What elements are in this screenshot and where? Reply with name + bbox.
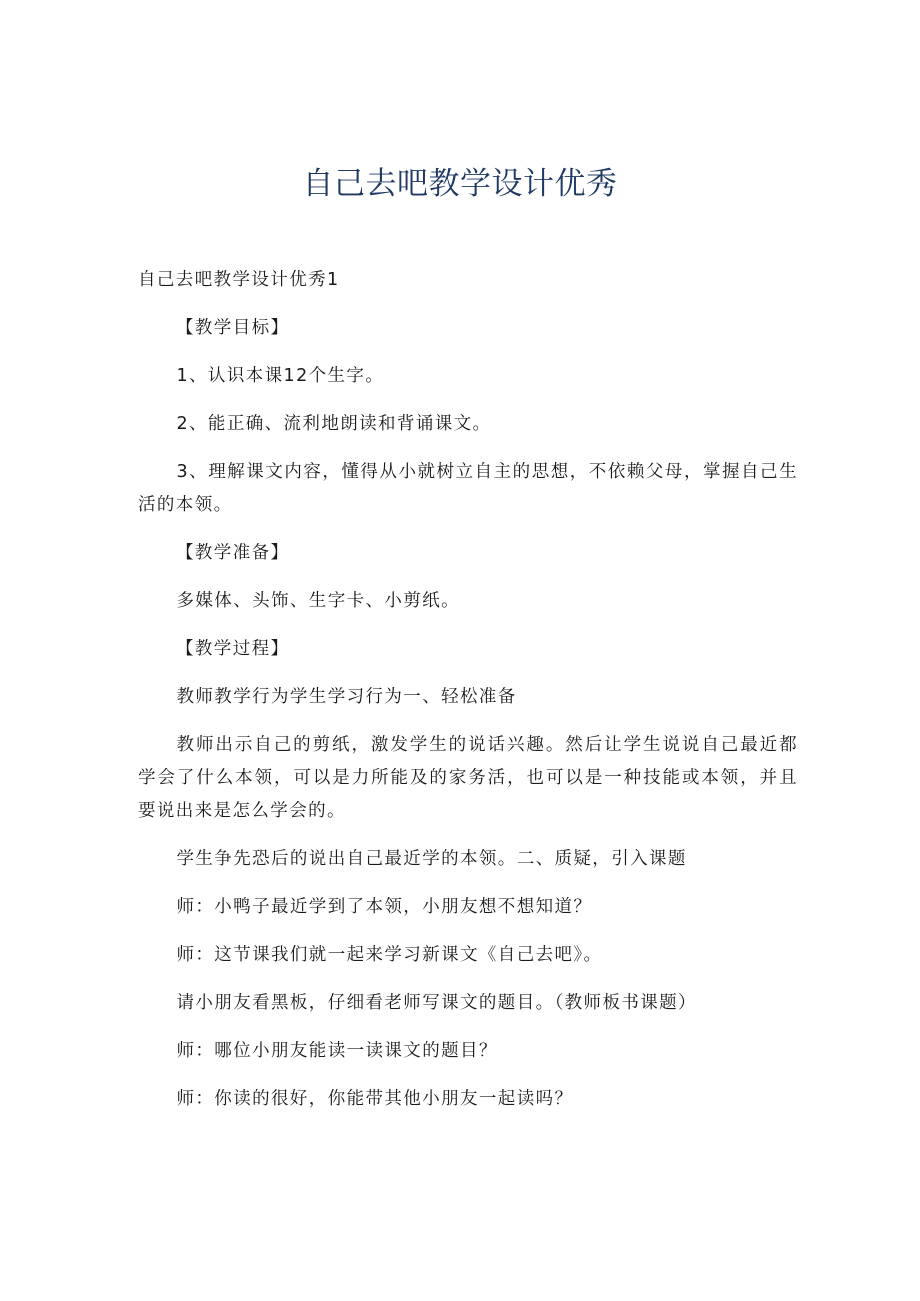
process-intro: 教师教学行为学生学习行为一、轻松准备	[176, 687, 517, 707]
prep-heading: 【教学准备】	[176, 543, 290, 563]
goal-item-2: 2、能正确、流利地朗读和背诵课文。	[176, 414, 492, 434]
document-body	[138, 264, 798, 1131]
prep-items: 多媒体、头饰、生字卡、小剪纸。	[176, 591, 460, 611]
dialog-line-1: 师：小鸭子最近学到了本领，小朋友想不想知道？	[176, 897, 593, 917]
goal-item-1: 1、认识本课12个生字。	[176, 366, 385, 386]
dialog-line-2: 师：这节课我们就一起来学习新课文《自己去吧》。	[176, 945, 603, 965]
process-paragraph-2: 学生争先恐后的说出自己最近学的本领。二、质疑，引入课题	[176, 849, 687, 869]
process-heading: 【教学过程】	[176, 639, 290, 659]
process-paragraph-1: 教师出示自己的剪纸，激发学生的说话兴趣。然后让学生说说自己最近都学会了什么本领，可以是力所能及的家务活，也可以是一种技能或本领，并且要说出来是怎么学会的。	[138, 735, 798, 821]
goals-heading: 【教学目标】	[176, 318, 290, 338]
document-title: 自己去吧教学设计优秀	[302, 166, 618, 202]
dialog-line-5: 师：你读的很好，你能带其他小朋友一起读吗？	[176, 1089, 574, 1109]
dialog-line-4: 师：哪位小朋友能读一读课文的题目？	[176, 1041, 498, 1061]
document-subtitle: 自己去吧教学设计优秀1	[138, 270, 340, 290]
dialog-line-3: 请小朋友看黑板，仔细看老师写课文的题目。（教师板书课题）	[176, 993, 697, 1013]
goal-item-3: 3、理解课文内容，懂得从小就树立自主的思想，不依赖父母，掌握自己生活的本领。	[138, 462, 798, 515]
